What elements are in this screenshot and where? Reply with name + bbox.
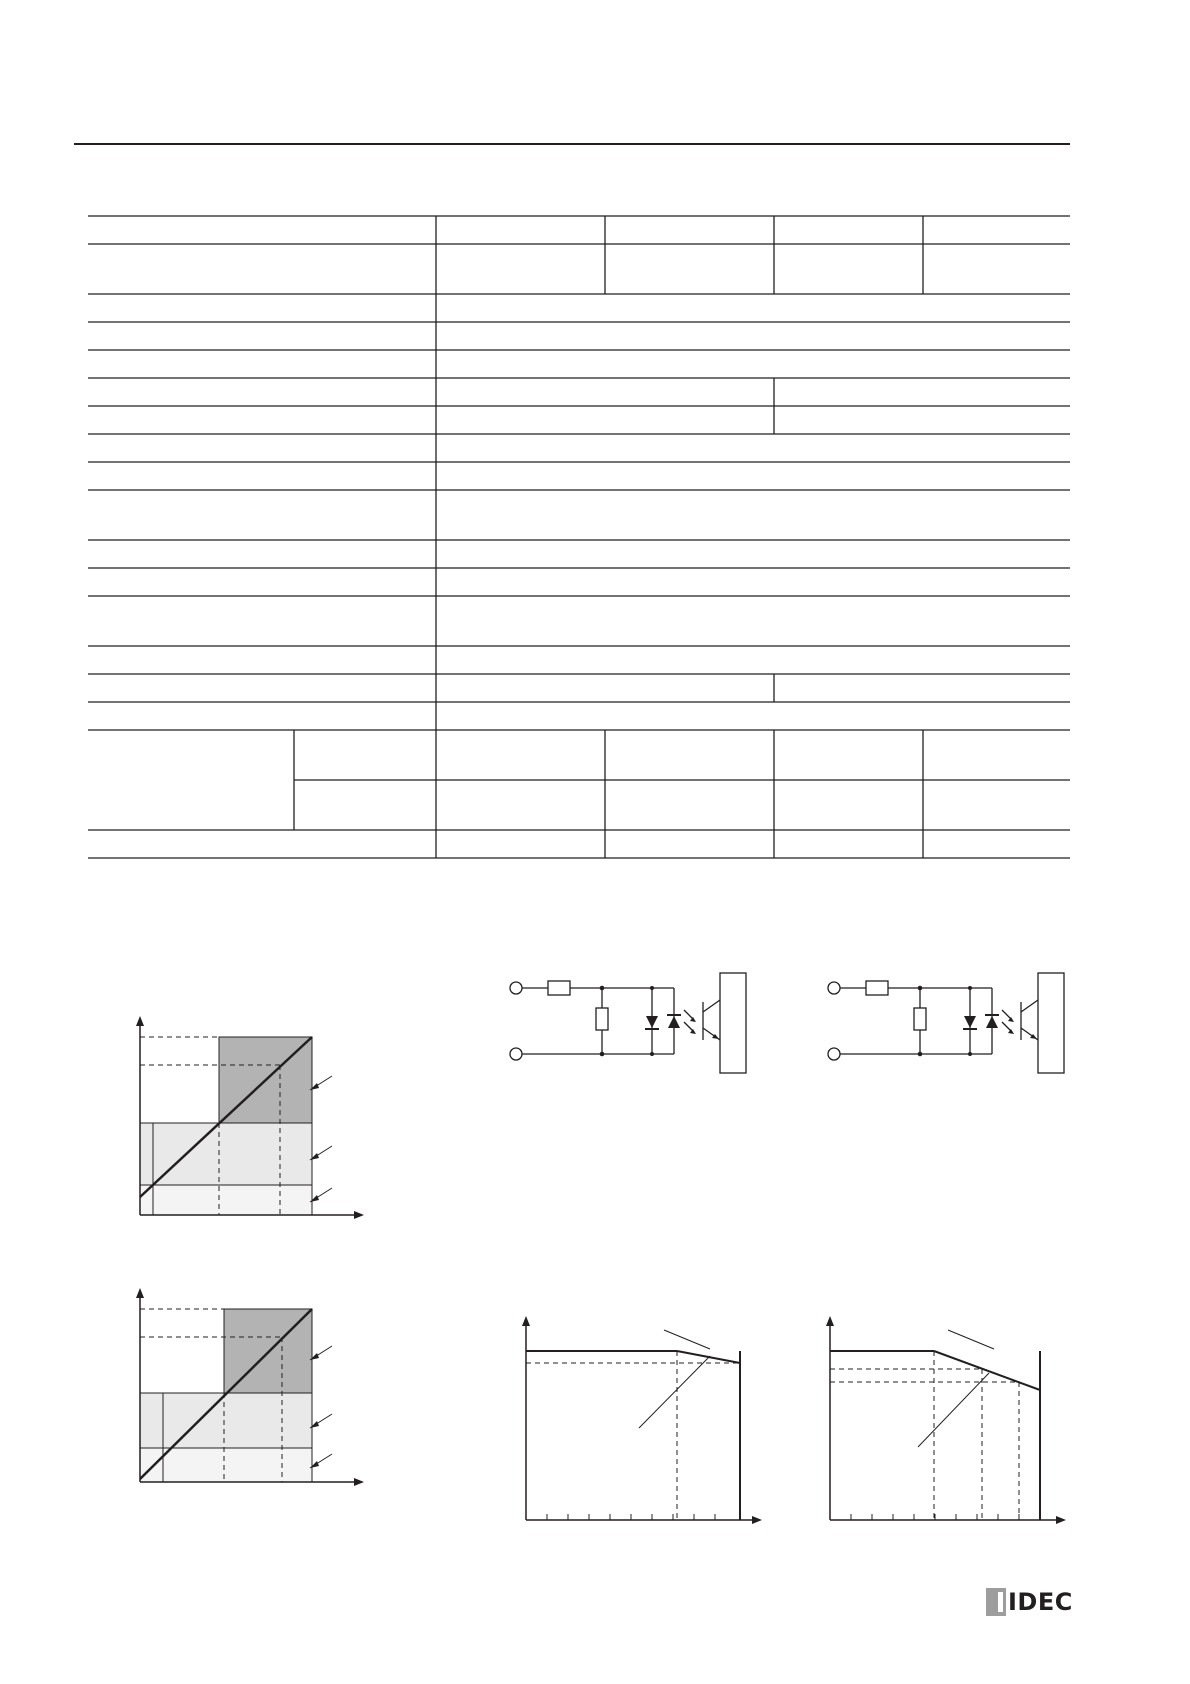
shunt-resistor <box>596 1008 608 1030</box>
logo-text: IDEC <box>1008 1588 1073 1616</box>
common-terminal <box>510 1048 522 1060</box>
opto-coupler-leds <box>600 986 719 1057</box>
callout-leaders <box>639 1330 710 1428</box>
internal-logic-block <box>1038 973 1064 1073</box>
input-internal-circuit-2 <box>822 968 1072 1088</box>
derating-line <box>830 1351 1040 1520</box>
internal-logic-block <box>720 973 746 1073</box>
derating-curve-2 <box>816 1310 1076 1535</box>
input-terminal <box>510 982 522 994</box>
common-terminal <box>828 1048 840 1060</box>
axes <box>826 1316 1066 1524</box>
region-pointer-arrows <box>310 1076 332 1202</box>
series-resistor <box>866 981 888 995</box>
transition-region <box>140 1393 312 1448</box>
specification-table-grid <box>88 215 1070 865</box>
specification-table <box>88 215 1070 865</box>
input-threshold-graph-1 <box>126 1010 376 1225</box>
x-axis-ticks <box>547 1514 715 1520</box>
off-region <box>140 1185 312 1215</box>
derating-line <box>526 1351 740 1520</box>
page-header-rule <box>74 143 1070 145</box>
input-threshold-graph-2 <box>126 1282 376 1497</box>
input-terminal <box>828 982 840 994</box>
region-pointer-arrows <box>310 1346 332 1468</box>
idec-logo <box>986 1588 1072 1616</box>
shunt-resistor <box>914 1008 926 1030</box>
x-axis-ticks <box>851 1514 1019 1520</box>
input-internal-circuit-1 <box>504 968 754 1088</box>
callout-leaders <box>918 1330 994 1447</box>
opto-coupler-leds <box>918 986 1037 1057</box>
logo-mark-icon <box>986 1588 1006 1616</box>
series-resistor <box>548 981 570 995</box>
transition-region <box>140 1123 312 1185</box>
derating-curve-1 <box>512 1310 772 1535</box>
axes <box>522 1316 762 1524</box>
